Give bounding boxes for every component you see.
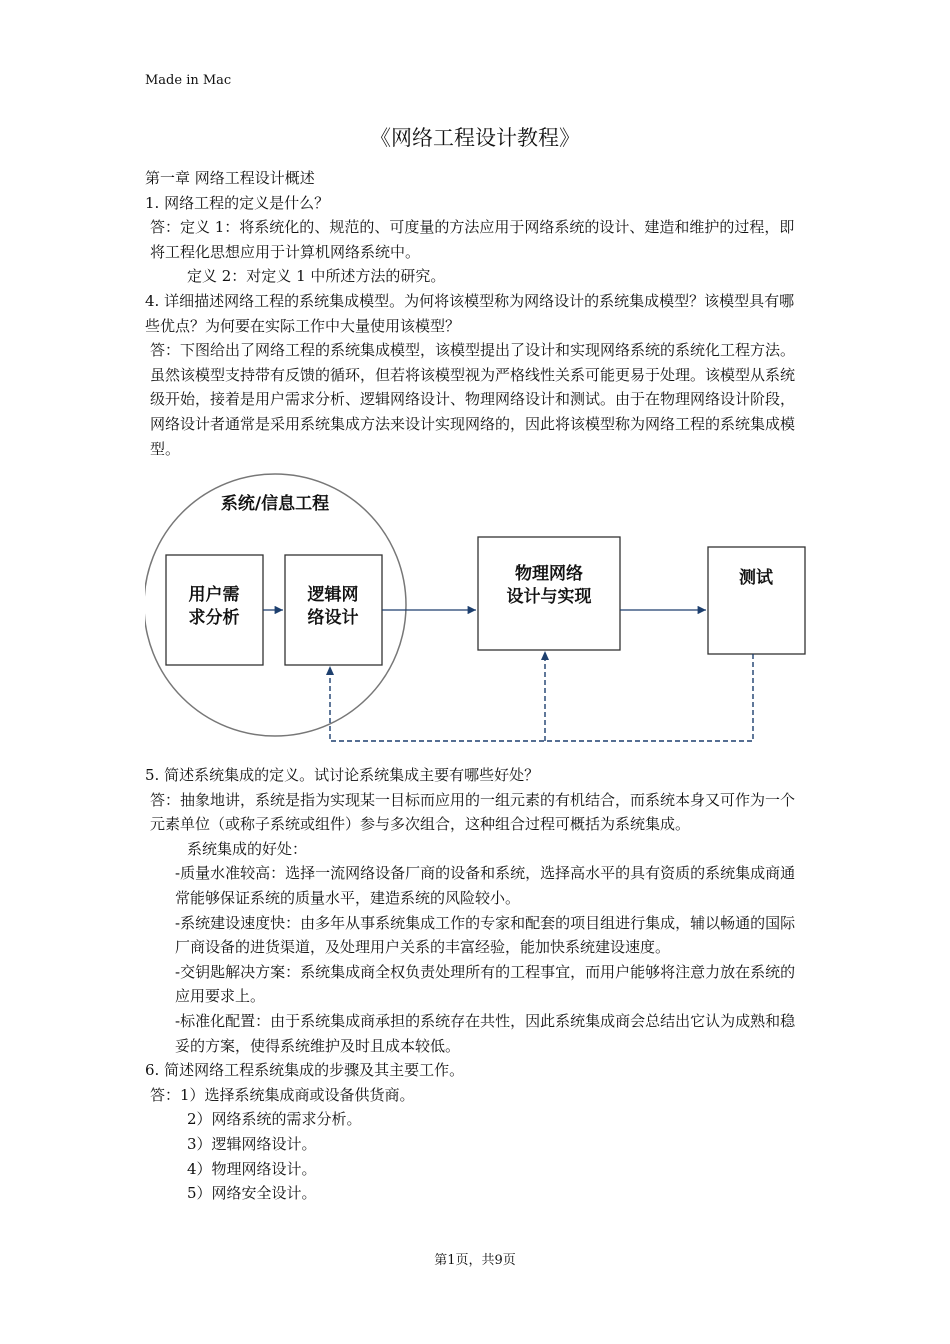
box3-line2: 设计与实现	[506, 587, 592, 608]
question-6: 6. 简述网络工程系统集成的步骤及其主要工作。	[145, 1061, 465, 1080]
document-title: 《网络工程设计教程》	[370, 126, 580, 150]
circle-label: 系统/信息工程	[220, 494, 330, 515]
answer-1-definition-1: 答：定义 1：将系统化的、规范的、可度量的方法应用于网络系统的设计、建造和维护的过程，即将工程化思想应用于计算机网络系统中。	[150, 218, 795, 261]
answer-5: 答：抽象地讲，系统是指为实现某一目标而应用的一组元素的有机结合，而系统本身又可作为一个元素单位（或称子系统或组件）参与多次组合，这种组合过程可概括为系统集成。	[150, 790, 796, 834]
answer-1-definition-2: 定义 2：对定义 1 中所述方法的研究。	[187, 267, 446, 286]
benefit-1: -质量水准较高：选择一流网络设备厂商的设备和系统，选择高水平的具有资质的系统集成商通常能够保证系统的质量水平，建造系统的风险较小。	[175, 864, 796, 907]
benefit-4: -标准化配置：由于系统集成商承担的系统存在共性，因此系统集成商会总结出它认为成熟和稳妥的方案，使得系统维护及时且成本较低。	[175, 1011, 796, 1055]
benefit-2: -系统建设速度快：由多年从事系统集成工作的专家和配套的项目组进行集成，辅以畅通的国际厂商设备的进货渠道，及处理用户关系的丰富经验，能加快系统建设速度。	[175, 913, 796, 957]
document-body-continued	[145, 763, 807, 1206]
page-header: Made in Mac	[145, 73, 232, 88]
box1-line1: 用户需	[188, 585, 240, 606]
answer-4: 答：下图给出了网络工程的系统集成模型，该模型提出了设计和实现网络系统的系统化工程方法。虽然该模型支持带有反馈的循环，但若将该模型视为严格线性关系可能更易于处理。该模型从系统级开始，接着是用户需求分析、逻辑网络设计、物理网络设计和测试。由于在物理网络设计阶段，网络设计者通常是采用系统集成方法来设计实现网络的，因此将该模型称为网络工程的系统集成模型。	[150, 341, 796, 458]
box3-line1: 物理网络	[515, 564, 583, 585]
page-footer: 第1页，共9页	[434, 1253, 516, 1268]
question-5: 5. 简述系统集成的定义。试讨论系统集成主要有哪些好处？	[145, 766, 540, 784]
feedback-loop	[330, 654, 753, 741]
system-integration-model-diagram	[145, 473, 809, 753]
feedback-arrowhead-1	[326, 666, 334, 675]
step-5: 5）网络安全设计。	[187, 1184, 317, 1203]
step-2: 2）网络系统的需求分析。	[187, 1110, 362, 1129]
benefits-heading: 系统集成的好处：	[187, 839, 308, 858]
step-4: 4）物理网络设计。	[187, 1159, 317, 1178]
chapter-heading: 第一章 网络工程设计概述	[145, 169, 315, 187]
question-1: 1. 网络工程的定义是什么？	[145, 193, 330, 212]
box2-line1: 逻辑网	[307, 585, 359, 606]
question-4: 4. 详细描述网络工程的系统集成模型。为何将该模型称为网络设计的系统集成模型？该模型具有哪些优点？为何要在实际工作中大量使用该模型？	[145, 291, 795, 335]
feedback-arrowhead-2	[541, 651, 549, 660]
document-body	[145, 166, 807, 763]
box2-line2: 络设计	[307, 608, 359, 629]
step-1: 答：1）选择系统集成商或设备供货商。	[150, 1085, 415, 1104]
box1-line2: 求分析	[188, 608, 240, 629]
step-3: 3）逻辑网络设计。	[187, 1134, 317, 1153]
box-testing	[708, 547, 805, 654]
benefit-3: -交钥匙解决方案：系统集成商全权负责处理所有的工程事宜，而用户能够将注意力放在系统的应用要求上。	[175, 962, 796, 1006]
box4-label: 测试	[739, 568, 773, 589]
